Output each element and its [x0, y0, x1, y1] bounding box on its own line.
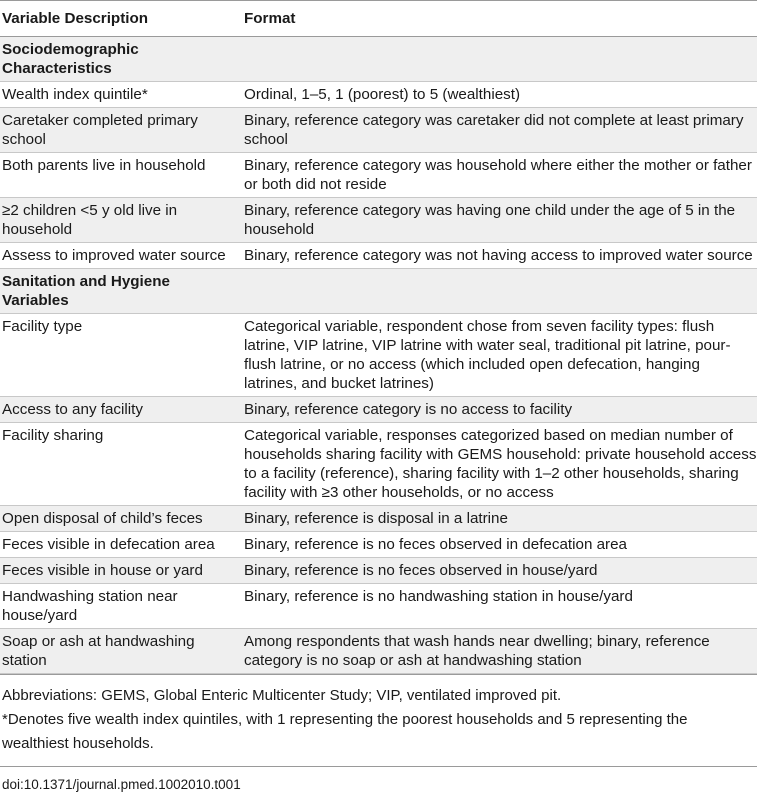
column-header-variable: Variable Description [0, 1, 238, 37]
variable-description-cell: Facility type [2, 318, 83, 335]
table-row [0, 558, 757, 584]
format-cell: Binary, reference is disposal in a latrine [244, 510, 508, 527]
variable-description-cell: Feces visible in house or yard [2, 562, 203, 579]
format-cell: Binary, reference category was having one child under the age of 5 in the household [244, 202, 736, 238]
section-heading: Sociodemographic Characteristics [2, 41, 139, 77]
variable-description-cell: Handwashing station near house/yard [2, 588, 178, 624]
variable-description-cell: Facility sharing [2, 427, 104, 444]
wealth-footnote: *Denotes five wealth index quintiles, with 1 representing the poorest households and 5 representing the wealthiest households. [2, 711, 688, 752]
format-cell: Binary, reference category is no access to facility [244, 401, 573, 418]
format-cell: Binary, reference is no handwashing station in house/yard [244, 588, 633, 605]
variable-description-cell: Assess to improved water source [2, 247, 226, 264]
format-cell: Binary, reference is no feces observed in house/yard [244, 562, 598, 579]
variable-description-cell: Soap or ash at handwashing station [2, 633, 195, 669]
table-row [0, 629, 757, 674]
variable-description-cell: Both parents live in household [2, 157, 206, 174]
variable-description-cell: Caretaker completed primary school [2, 112, 198, 148]
table-row [0, 153, 757, 198]
table-row [0, 532, 757, 558]
column-header-format: Format [238, 1, 757, 37]
table-row [0, 506, 757, 532]
table-row [0, 82, 757, 108]
section-row [0, 37, 757, 82]
variable-description-cell: Feces visible in defecation area [2, 536, 215, 553]
format-cell: Categorical variable, responses categorized based on median number of households sharing facility with GEMS household: private household access to a facility (reference), sharing facility with 1–2 other households, sharing facility with ≥3 other households, or no access [244, 427, 757, 501]
table-row [0, 397, 757, 423]
format-cell: Categorical variable, respondent chose from seven facility types: flush latrine, VIP latrine, VIP latrine with water seal, traditional pit latrine, pour-flush latrine, or no access (which included open defecation, hanging latrines, and bucket latrines) [244, 318, 731, 392]
format-cell: Ordinal, 1–5, 1 (poorest) to 5 (wealthiest) [244, 86, 521, 103]
variable-description-cell: ≥2 children <5 y old live in household [2, 202, 178, 238]
variables-table [0, 1, 757, 674]
format-cell: Binary, reference category was not having access to improved water source [244, 247, 753, 264]
table-row [0, 108, 757, 153]
format-cell: Binary, reference category was caretaker did not complete at least primary school [244, 112, 744, 148]
table-notes [0, 675, 757, 756]
doi-text: doi:10.1371/journal.pmed.1002010.t001 [2, 777, 241, 792]
table-row [0, 198, 757, 243]
variable-description-cell: Access to any facility [2, 401, 143, 418]
table-body [0, 37, 757, 674]
table-row [0, 584, 757, 629]
variable-description-cell: Wealth index quintile* [2, 86, 148, 103]
section-row [0, 269, 757, 314]
table-row [0, 423, 757, 506]
section-heading: Sanitation and Hygiene Variables [2, 273, 170, 309]
format-cell [238, 269, 757, 314]
table-row [0, 243, 757, 269]
table-header-row [0, 1, 757, 37]
format-cell: Binary, reference category was household where either the mother or father or both did not reside [244, 157, 752, 193]
format-cell [238, 37, 757, 82]
abbreviations-note: Abbreviations: GEMS, Global Enteric Multicenter Study; VIP, ventilated improved pit. [2, 687, 562, 704]
format-cell: Binary, reference is no feces observed in defecation area [244, 536, 628, 553]
variable-description-cell: Open disposal of child’s feces [2, 510, 203, 527]
table-row [0, 314, 757, 397]
format-cell: Among respondents that wash hands near dwelling; binary, reference category is no soap or ash at handwashing station [244, 633, 710, 669]
